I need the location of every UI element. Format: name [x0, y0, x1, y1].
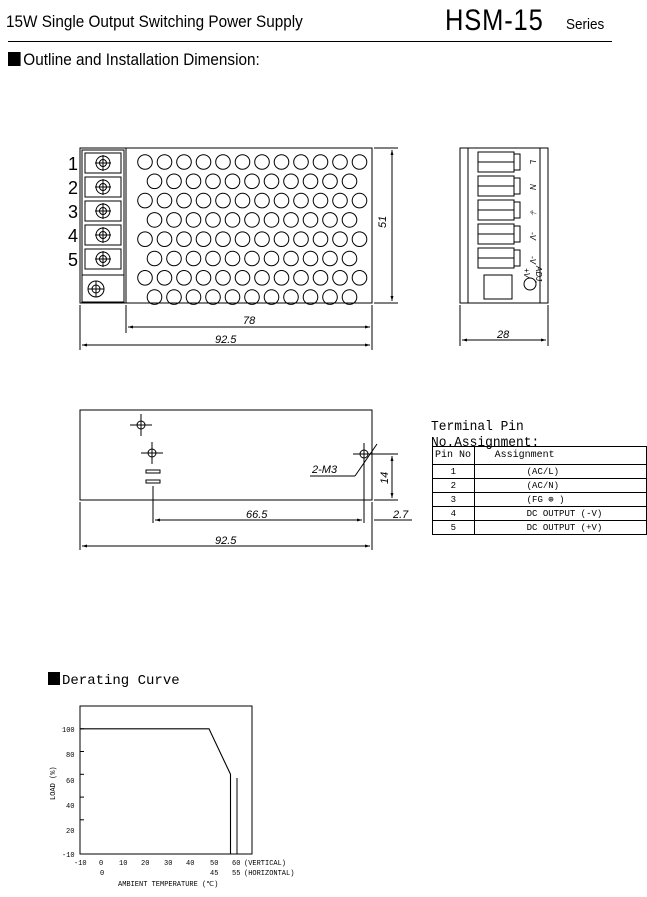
x-tick-v-20: 20 — [141, 860, 150, 868]
vent-hole — [167, 290, 182, 305]
y-tick-minus10: -10 — [62, 852, 75, 860]
vent-hole — [352, 193, 367, 208]
x-tick-h-45: 45 — [210, 870, 219, 878]
vent-hole — [255, 155, 270, 170]
derating-frame — [80, 706, 252, 854]
x-tick-v-minus10: -10 — [74, 860, 87, 868]
vent-hole — [342, 251, 357, 266]
vent-hole — [333, 271, 348, 286]
vent-hole — [294, 155, 309, 170]
side-label-v3: +V — [522, 268, 531, 279]
x-tick-v-50: 50 — [210, 860, 219, 868]
model-name: HSM-15 — [445, 4, 544, 37]
document-title: 15W Single Output Switching Power Supply — [6, 12, 303, 31]
vent-hole — [245, 174, 260, 189]
table-row — [433, 465, 647, 479]
terminal-number-3: 3 — [68, 202, 79, 222]
vent-hole — [284, 213, 299, 228]
dim-length-inner: 78 — [243, 315, 256, 327]
vent-hole — [147, 174, 162, 189]
x-tick-v-0: 0 — [99, 860, 104, 868]
y-axis-label: LOAD (%) — [50, 766, 58, 800]
vent-hole — [186, 290, 201, 305]
vent-hole — [303, 290, 318, 305]
square-bullet-icon — [48, 672, 60, 685]
dim-height: 51 — [377, 215, 389, 228]
vent-hole — [333, 193, 348, 208]
vent-hole — [167, 174, 182, 189]
terminal-number-4: 4 — [68, 226, 79, 246]
vent-hole — [186, 251, 201, 266]
terminal-number-2: 2 — [68, 178, 79, 198]
x-tick-v-30: 30 — [164, 860, 173, 868]
side-label-v2: -V — [528, 256, 537, 264]
pin-assignment: (AC/N) — [474, 479, 646, 493]
derating-line — [80, 729, 231, 854]
header-assignment: Assignment — [474, 447, 646, 465]
vent-hole — [303, 174, 318, 189]
side-terminal-tab — [514, 154, 520, 170]
dim-bottom-total: 92.5 — [215, 535, 237, 547]
side-terminal-tab — [514, 178, 520, 194]
dim-hole-label: 2-M3 — [312, 464, 338, 476]
side-terminal-blocks — [478, 152, 520, 268]
vent-hole — [333, 155, 348, 170]
pin-assignment: (AC/L) — [474, 465, 646, 479]
vent-hole — [342, 174, 357, 189]
vent-hole — [138, 232, 153, 247]
vent-hole — [216, 232, 231, 247]
pin-assignment-title: Terminal Pin No.Assignment: — [431, 419, 540, 451]
side-label-fg: ⏚ — [528, 208, 537, 216]
x-tick-h-0: 0 — [100, 870, 105, 878]
x-tick-v-10: 10 — [119, 860, 128, 868]
dim-depth: 28 — [497, 329, 510, 341]
table-row — [433, 521, 647, 535]
y-tick-100: 100 — [62, 727, 75, 735]
pin-number: 3 — [433, 493, 475, 507]
terminal-number-5: 5 — [68, 250, 79, 270]
x-tick-v-40: 40 — [186, 860, 195, 868]
vent-hole — [342, 213, 357, 228]
y-tick-40: 40 — [66, 803, 75, 811]
vent-hole — [323, 290, 338, 305]
vent-hole — [294, 232, 309, 247]
vent-hole — [138, 155, 153, 170]
vent-hole — [216, 271, 231, 286]
ventilation-holes — [138, 155, 367, 305]
side-label-l: L — [528, 160, 537, 165]
vent-hole — [284, 290, 299, 305]
vent-hole — [225, 213, 240, 228]
vent-hole — [167, 251, 182, 266]
vent-hole — [225, 251, 240, 266]
pin-number: 5 — [433, 521, 475, 535]
vent-hole — [147, 213, 162, 228]
vent-hole — [138, 271, 153, 286]
vent-hole — [235, 155, 250, 170]
derating-heading-text: Derating Curve — [62, 673, 180, 689]
pin-assignment: (FG ⊕ ) — [474, 493, 646, 507]
vent-hole — [138, 193, 153, 208]
vent-hole — [313, 271, 328, 286]
side-label-n: N — [528, 184, 537, 190]
terminal-screws — [85, 153, 121, 269]
vent-hole — [264, 290, 279, 305]
vent-hole — [274, 193, 289, 208]
vent-hole — [245, 290, 260, 305]
vent-hole — [294, 193, 309, 208]
vent-hole — [255, 232, 270, 247]
vent-hole — [323, 174, 338, 189]
side-label-adj: ADJ. — [534, 266, 543, 284]
vent-hole — [264, 213, 279, 228]
vent-hole — [186, 174, 201, 189]
vent-hole — [342, 290, 357, 305]
pin-number: 4 — [433, 507, 475, 521]
vent-hole — [167, 213, 182, 228]
vent-hole — [177, 155, 192, 170]
dim-hole-spacing: 66.5 — [246, 509, 268, 521]
vent-hole — [352, 232, 367, 247]
vent-hole — [196, 155, 211, 170]
vent-hole — [264, 251, 279, 266]
vent-hole — [147, 251, 162, 266]
derating-heading — [48, 672, 180, 689]
side-terminal-tab — [514, 250, 520, 266]
vent-hole — [225, 290, 240, 305]
x-axis-label: AMBIENT TEMPERATURE (℃) — [118, 881, 219, 889]
vent-hole — [352, 155, 367, 170]
side-terminal-tab — [514, 226, 520, 242]
vent-hole — [303, 213, 318, 228]
vent-hole — [206, 251, 221, 266]
vent-hole — [235, 232, 250, 247]
series-label: Series — [566, 16, 605, 33]
pin-number: 2 — [433, 479, 475, 493]
y-tick-80: 80 — [66, 752, 75, 760]
vent-hole — [274, 271, 289, 286]
vent-hole — [284, 251, 299, 266]
vent-hole — [313, 232, 328, 247]
vent-hole — [303, 251, 318, 266]
vent-hole — [157, 232, 172, 247]
vent-hole — [177, 193, 192, 208]
bottom-view-body — [80, 410, 372, 500]
dim-hole-offset: 2.7 — [393, 509, 409, 521]
vent-hole — [284, 174, 299, 189]
x-tick-v-60: 60 — [232, 860, 241, 868]
pin-assignment: DC OUTPUT (+V) — [474, 521, 646, 535]
vent-hole — [313, 193, 328, 208]
vent-hole — [323, 251, 338, 266]
table-header-row — [433, 447, 647, 465]
side-terminal-tab — [514, 202, 520, 218]
vent-hole — [206, 174, 221, 189]
table-row — [433, 507, 647, 521]
outline-heading-text: Outline and Installation Dimension: — [23, 50, 260, 69]
dim-hole-height: 14 — [379, 471, 391, 484]
vent-hole — [186, 213, 201, 228]
vent-hole — [216, 155, 231, 170]
pin-assignment: DC OUTPUT (-V) — [474, 507, 646, 521]
vent-hole — [294, 271, 309, 286]
vent-hole — [196, 232, 211, 247]
header-pin-no: Pin No — [433, 447, 475, 465]
pin-assignment-table — [432, 446, 647, 535]
vent-hole — [352, 271, 367, 286]
vent-hole — [206, 213, 221, 228]
vent-hole — [206, 290, 221, 305]
vent-hole — [245, 251, 260, 266]
vent-hole — [157, 155, 172, 170]
terminal-number-1: 1 — [68, 154, 79, 174]
vent-hole — [216, 193, 231, 208]
vent-hole — [323, 213, 338, 228]
vent-hole — [264, 174, 279, 189]
vent-hole — [235, 193, 250, 208]
vent-hole — [196, 193, 211, 208]
x-label-horizontal: (HORIZONTAL) — [244, 870, 295, 878]
vent-hole — [274, 232, 289, 247]
vent-hole — [245, 213, 260, 228]
vent-hole — [177, 232, 192, 247]
vent-hole — [313, 155, 328, 170]
vent-hole — [333, 232, 348, 247]
y-tick-20: 20 — [66, 828, 75, 836]
vent-hole — [157, 193, 172, 208]
vent-hole — [274, 155, 289, 170]
y-tick-marks — [80, 729, 84, 854]
vent-hole — [177, 271, 192, 286]
vent-hole — [255, 271, 270, 286]
x-tick-h-55: 55 — [232, 870, 241, 878]
dim-length-total: 92.5 — [215, 334, 237, 346]
pin-number: 1 — [433, 465, 475, 479]
vent-hole — [147, 290, 162, 305]
side-label-v1: -V — [528, 232, 537, 240]
vent-hole — [235, 271, 250, 286]
vent-hole — [255, 193, 270, 208]
table-row — [433, 493, 647, 507]
y-tick-60: 60 — [66, 778, 75, 786]
x-label-vertical: (VERTICAL) — [244, 860, 287, 868]
vent-hole — [196, 271, 211, 286]
table-row — [433, 479, 647, 493]
vent-hole — [157, 271, 172, 286]
vent-hole — [225, 174, 240, 189]
